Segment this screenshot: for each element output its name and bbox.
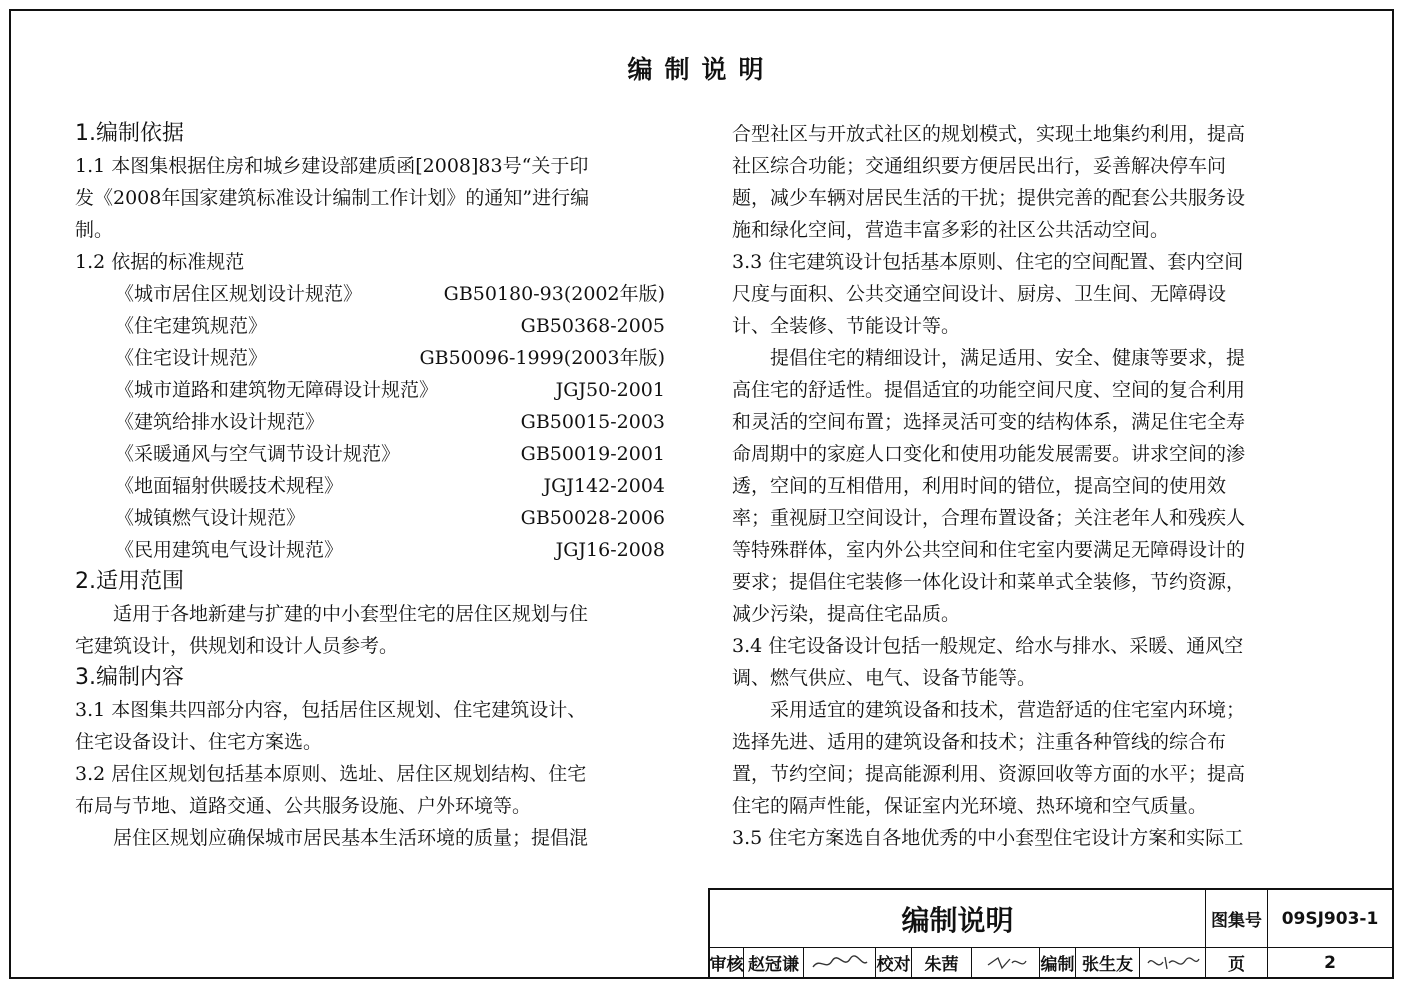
check-label: 校对 bbox=[876, 948, 912, 977]
paragraph-line: 要求；提倡住宅装修一体化设计和菜单式全装修，节约资源， bbox=[732, 571, 1246, 593]
page-label: 页 bbox=[1206, 948, 1268, 977]
title-block bbox=[708, 888, 1392, 977]
review-label: 审核 bbox=[710, 948, 744, 977]
right-column bbox=[732, 118, 1332, 854]
standard-name: 《住宅建筑规范》 bbox=[115, 315, 268, 337]
standard-code: GB50015-2003 bbox=[520, 411, 665, 433]
paragraph-line: 3.3 住宅建筑设计包括基本原则、住宅的空间配置、套内空间 bbox=[732, 251, 1244, 273]
standard-row bbox=[75, 470, 675, 502]
paragraph-line: 布局与节地、道路交通、公共服务设施、户外环境等。 bbox=[75, 795, 532, 817]
paragraph-line: 住宅设备设计、住宅方案选。 bbox=[75, 731, 323, 753]
section-heading: 1.编制依据 bbox=[75, 121, 184, 146]
standard-name: 《住宅设计规范》 bbox=[115, 347, 268, 369]
atlas-number-label: 图集号 bbox=[1206, 890, 1268, 947]
checker-signature bbox=[972, 948, 1040, 977]
title-block-title: 编制说明 bbox=[710, 890, 1206, 947]
standard-name: 《城市居住区规划设计规范》 bbox=[115, 283, 363, 305]
paragraph-line: 透，空间的互相借用，利用时间的错位，提高空间的使用效 bbox=[732, 475, 1227, 497]
paragraph-line: 和灵活的空间布置；选择灵活可变的结构体系，满足住宅全寿 bbox=[732, 411, 1246, 433]
paragraph-line: 住宅的隔声性能，保证室内光环境、热环境和空气质量。 bbox=[732, 795, 1208, 817]
standard-row bbox=[75, 502, 675, 534]
paragraph-line: 宅建筑设计，供规划和设计人员参考。 bbox=[75, 635, 399, 657]
paragraph-line: 计、全装修、节能设计等。 bbox=[732, 315, 961, 337]
standard-code: GB50368-2005 bbox=[520, 315, 665, 337]
paragraph-line: 1.1 本图集根据住房和城乡建设部建质函[2008]83号“关于印 bbox=[75, 155, 589, 177]
paragraph-line: 率；重视厨卫空间设计，合理布置设备；关注老年人和残疾人 bbox=[732, 507, 1246, 529]
paragraph-line: 3.4 住宅设备设计包括一般规定、给水与排水、采暖、通风空 bbox=[732, 635, 1244, 657]
compile-label: 编制 bbox=[1040, 948, 1076, 977]
standard-row bbox=[75, 374, 675, 406]
standard-row bbox=[75, 534, 675, 566]
paragraph-line: 3.1 本图集共四部分内容，包括居住区规划、住宅建筑设计、 bbox=[75, 699, 587, 721]
page-number: 2 bbox=[1324, 952, 1336, 973]
paragraph-line: 适用于各地新建与扩建的中小套型住宅的居住区规划与住 bbox=[113, 603, 589, 625]
section-heading: 3.编制内容 bbox=[75, 665, 184, 690]
atlas-number: 09SJ903-1 bbox=[1281, 908, 1379, 929]
paragraph-line: 社区综合功能；交通组织要方便居民出行，妥善解决停车问 bbox=[732, 155, 1227, 177]
paragraph-line: 3.5 住宅方案选自各地优秀的中小套型住宅设计方案和实际工 bbox=[732, 827, 1244, 849]
paragraph-line: 3.2 居住区规划包括基本原则、选址、居住区规划结构、住宅 bbox=[75, 763, 587, 785]
standard-name: 《采暖通风与空气调节设计规范》 bbox=[115, 443, 401, 465]
compiler-signature bbox=[1140, 948, 1206, 977]
section-heading: 2.适用范围 bbox=[75, 569, 184, 594]
standard-row bbox=[75, 406, 675, 438]
paragraph-line: 调、燃气供应、电气、设备节能等。 bbox=[732, 667, 1037, 689]
standard-name: 《城镇燃气设计规范》 bbox=[115, 507, 306, 529]
standard-code: GB50019-2001 bbox=[520, 443, 665, 465]
paragraph-line: 采用适宜的建筑设备和技术，营造舒适的住宅室内环境； bbox=[770, 699, 1246, 721]
standard-row bbox=[75, 310, 675, 342]
paragraph-line: 提倡住宅的精细设计，满足适用、安全、健康等要求，提 bbox=[770, 347, 1246, 369]
paragraph-line: 置，节约空间；提高能源利用、资源回收等方面的水平；提高 bbox=[732, 763, 1246, 785]
standard-code: GB50028-2006 bbox=[520, 507, 665, 529]
standard-code: JGJ142-2004 bbox=[543, 475, 665, 497]
standard-row bbox=[75, 278, 675, 310]
standard-name: 《城市道路和建筑物无障碍设计规范》 bbox=[115, 379, 439, 401]
page-title: 编制说明 bbox=[627, 55, 776, 84]
reviewer-signature bbox=[804, 948, 876, 977]
standard-name: 《建筑给排水设计规范》 bbox=[115, 411, 325, 433]
paragraph-line: 施和绿化空间，营造丰富多彩的社区公共活动空间。 bbox=[732, 219, 1170, 241]
paragraph-line: 减少污染，提高住宅品质。 bbox=[732, 603, 961, 625]
paragraph-line: 选择先进、适用的建筑设备和技术；注重各种管线的综合布 bbox=[732, 731, 1227, 753]
paragraph-line: 题，减少车辆对居民生活的干扰；提供完善的配套公共服务设 bbox=[732, 187, 1246, 209]
reviewer-name: 赵冠谦 bbox=[744, 948, 804, 977]
paragraph-line: 等特殊群体，室内外公共空间和住宅室内要满足无障碍设计的 bbox=[732, 539, 1246, 561]
paragraph-line: 合型社区与开放式社区的规划模式，实现土地集约利用，提高 bbox=[732, 123, 1246, 145]
checker-name: 朱茜 bbox=[912, 948, 972, 977]
paragraph-line: 命周期中的家庭人口变化和使用功能发展需要。讲求空间的渗 bbox=[732, 443, 1246, 465]
standard-code: GB50180-93(2002年版) bbox=[443, 283, 665, 305]
standard-code: JGJ16-2008 bbox=[555, 539, 665, 561]
left-column bbox=[75, 118, 675, 854]
compiler-name: 张生友 bbox=[1076, 948, 1140, 977]
paragraph-line: 尺度与面积、公共交通空间设计、厨房、卫生间、无障碍设 bbox=[732, 283, 1227, 305]
standard-code: GB50096-1999(2003年版) bbox=[419, 347, 665, 369]
standard-code: JGJ50-2001 bbox=[555, 379, 665, 401]
paragraph-line: 发《2008年国家建筑标准设计编制工作计划》的通知”进行编 bbox=[75, 187, 590, 209]
standard-name: 《地面辐射供暖技术规程》 bbox=[115, 475, 344, 497]
subsection-heading: 1.2 依据的标准规范 bbox=[75, 251, 245, 273]
paragraph-line: 高住宅的舒适性。提倡适宜的功能空间尺度、空间的复合利用 bbox=[732, 379, 1246, 401]
standard-row bbox=[75, 342, 675, 374]
standard-name: 《民用建筑电气设计规范》 bbox=[115, 539, 344, 561]
standard-row bbox=[75, 438, 675, 470]
paragraph-line: 制。 bbox=[75, 219, 114, 241]
paragraph-line: 居住区规划应确保城市居民基本生活环境的质量；提倡混 bbox=[113, 827, 589, 849]
